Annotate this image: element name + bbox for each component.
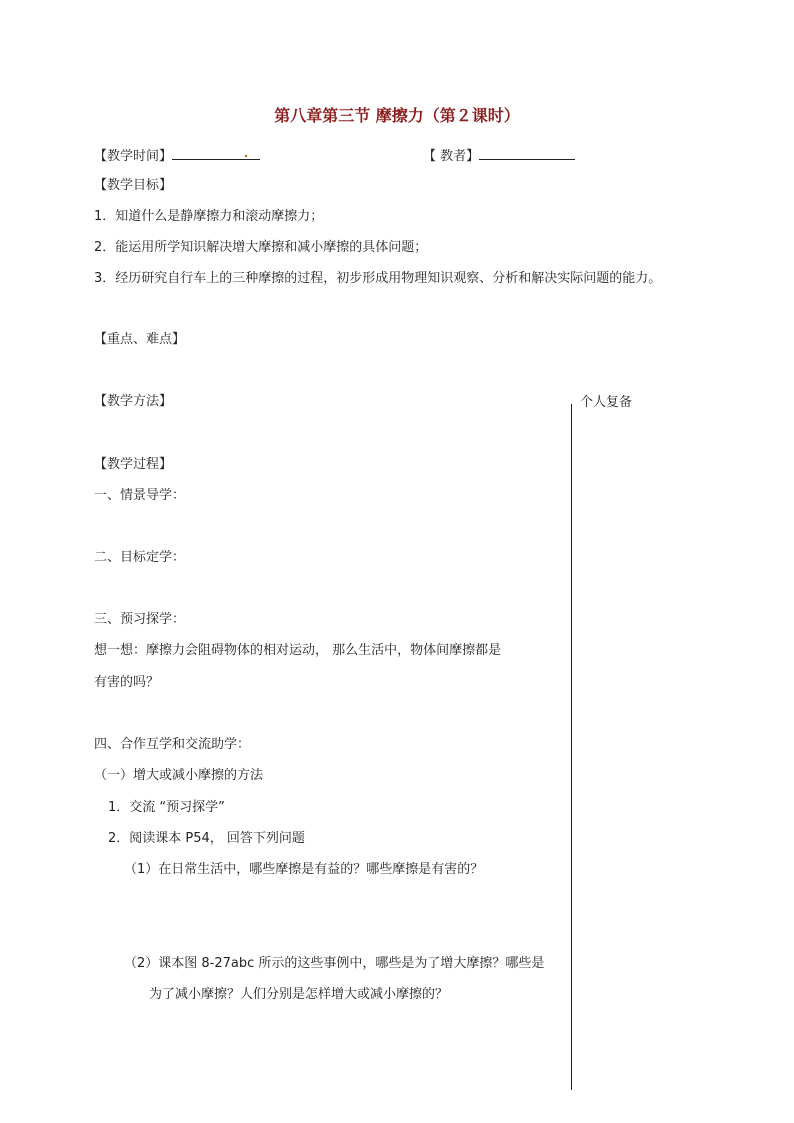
question-item: （1）在日常生活中，哪些摩擦是有益的？哪些摩擦是有害的？ bbox=[124, 862, 484, 877]
objective-item: 3．经历研究自行车上的三种摩擦的过程，初步形成用物理知识观察、分析和解决实际问题的能力。 bbox=[94, 271, 662, 286]
methods-heading: 【教学方法】 bbox=[94, 394, 173, 409]
ink-mark bbox=[245, 155, 247, 157]
side-note-label: 个人复备 bbox=[580, 395, 633, 410]
think-question-line: 有害的吗？ bbox=[94, 675, 160, 690]
list-item: 2．阅读课本 P54， 回答下列问题 bbox=[108, 831, 305, 846]
teaching-time-label: 【教学时间】 bbox=[94, 149, 173, 164]
teaching-time-blank bbox=[172, 147, 260, 160]
teaching-time-row bbox=[94, 147, 260, 165]
objectives-heading: 【教学目标】 bbox=[94, 178, 173, 193]
objective-item: 1．知道什么是静摩擦力和滚动摩擦力； bbox=[94, 209, 324, 224]
teacher-blank bbox=[479, 147, 575, 160]
objective-item: 2．能运用所学知识解决增大摩擦和减小摩擦的具体问题； bbox=[94, 240, 428, 255]
question-item: （2）课本图 8-27abc 所示的这些事例中，哪些是为了增大摩擦？哪些是 bbox=[124, 956, 545, 971]
section-goals: 二、目标定学： bbox=[94, 550, 186, 565]
teacher-label: 【 教者】 bbox=[423, 149, 480, 164]
page-title: 第八章第三节 摩擦力（第２课时） bbox=[274, 106, 520, 125]
question-item: 为了减小摩擦？人们分别是怎样增大或减小摩擦的？ bbox=[149, 987, 449, 1002]
think-question-line: 想一想：摩擦力会阻碍物体的相对运动， 那么生活中，物体间摩擦都是 bbox=[94, 643, 502, 658]
key-points-heading: 【重点、难点】 bbox=[94, 332, 186, 347]
process-heading: 【教学过程】 bbox=[94, 457, 173, 472]
margin-divider bbox=[571, 404, 572, 1090]
list-item: 1．交流 “预习探学” bbox=[108, 800, 225, 815]
section-preview: 三、预习探学： bbox=[94, 612, 186, 627]
section-cooperate: 四、合作互学和交流助学： bbox=[94, 737, 251, 752]
teacher-row bbox=[423, 147, 575, 165]
section-scenario: 一、情景导学： bbox=[94, 488, 186, 503]
subsection-friction-methods: （一）增大或减小摩擦的方法 bbox=[94, 768, 264, 783]
